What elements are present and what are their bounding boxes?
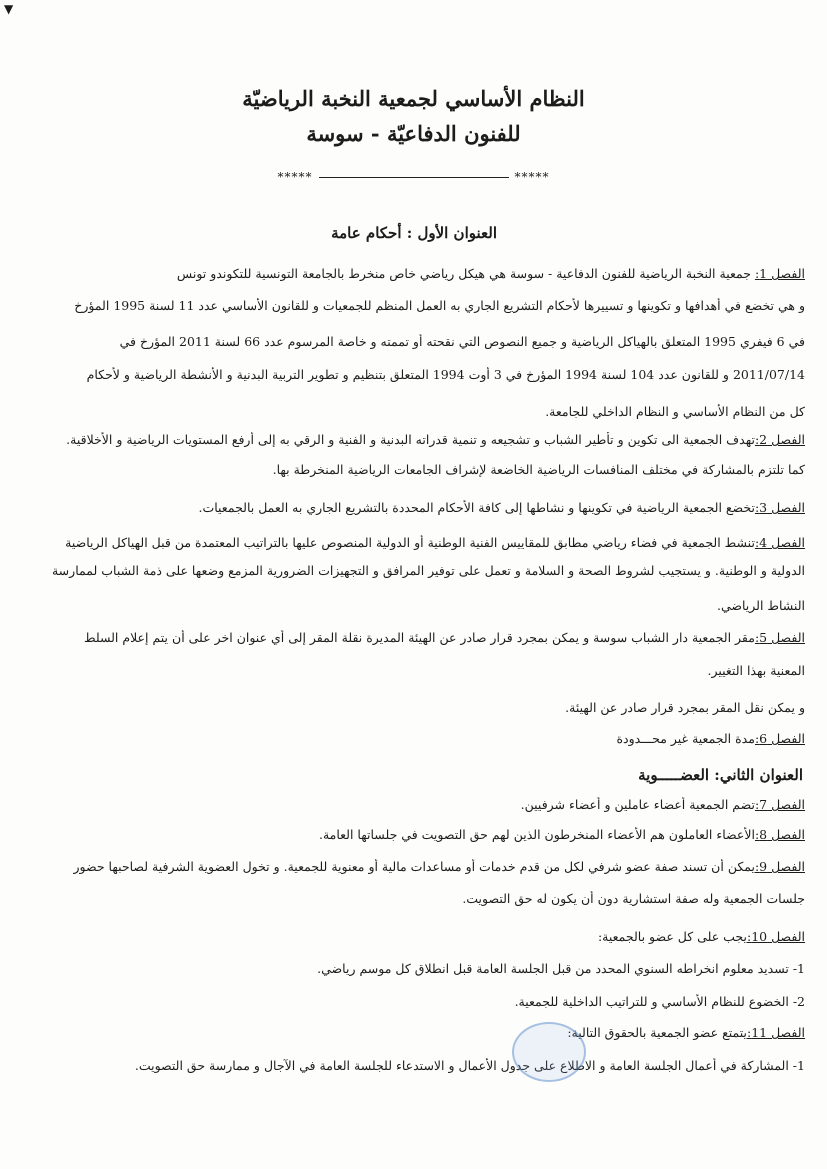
line-text: مقر الجمعية دار الشباب سوسة و يمكن بمجرد قرار صادر عن الهيئة المديرة نقلة المقر إلى أي عنوان اخر على أن يتم إعلام السلط bbox=[83, 630, 755, 645]
line-text: كل من النظام الأساسي و النظام الداخلي للجامعة. bbox=[545, 404, 805, 419]
article-label: الفصل 10: bbox=[746, 929, 805, 944]
official-stamp bbox=[512, 1022, 586, 1082]
line-text: الدولية و الوطنية. و يستجيب لشروط الصحة و السلامة و تعمل على توفير المرافق و التجهيزات الضرورية المزمع وضعها على ذمة الشباب لممارسة bbox=[51, 563, 805, 578]
article-line bbox=[22, 1025, 805, 1040]
body-line bbox=[22, 891, 805, 906]
line-text: تنشط الجمعية في فضاء رياضي مطابق للمقاييس الفنية الوطنية أو الدولية المنصوص عليها بالتراتيب المعتمدة من قبل الهياكل الرياضية bbox=[65, 535, 755, 550]
body-line bbox=[22, 334, 805, 349]
article-label: الفصل 2: bbox=[754, 432, 805, 447]
article-line bbox=[22, 630, 805, 645]
article-line bbox=[22, 432, 805, 447]
line-text: 1- تسديد معلوم انخراطه السنوي المحدد من قبل الجلسة العامة قبل انطلاق كل موسم رياضي. bbox=[317, 961, 805, 976]
body-line bbox=[22, 994, 805, 1009]
line-text: 2011/07/14 و للقانون عدد 104 لسنة 1994 المؤرخ في 3 أوت 1994 المتعلق بتنظيم و تطوير التربية البدنية و الأنشطة الرياضية و لأحكام bbox=[86, 367, 805, 382]
body-line bbox=[22, 961, 805, 976]
separator-stars-right: ***** bbox=[514, 170, 550, 184]
corner-mark: ▼ bbox=[4, 2, 14, 16]
separator-rule bbox=[319, 177, 509, 178]
article-label: الفصل 1: bbox=[754, 266, 805, 281]
article-label: الفصل 7: bbox=[754, 797, 805, 812]
article-line bbox=[22, 500, 805, 515]
body-line bbox=[22, 367, 805, 382]
article-line bbox=[22, 797, 805, 812]
line-text: جمعية النخبة الرياضية للفنون الدفاعية - سوسة هي هيكل رياضي خاص منخرط بالجامعة التونسية للتكوندو تونس bbox=[176, 266, 755, 281]
article-line bbox=[22, 827, 805, 842]
article-line bbox=[22, 859, 805, 874]
line-text: جلسات الجمعية وله صفة استشارية دون أن يكون له حق التصويت. bbox=[462, 891, 805, 906]
body-line bbox=[22, 298, 805, 313]
line-text: مدة الجمعية غير محـــدودة bbox=[616, 731, 755, 746]
body-line bbox=[22, 462, 805, 477]
document-subtitle: للفنون الدفاعيّة - سوسة bbox=[306, 121, 521, 146]
body-line bbox=[22, 404, 805, 419]
line-text: و يمكن نقل المقر بمجرد قرار صادر عن الهيئة. bbox=[565, 700, 805, 715]
article-label: الفصل 8: bbox=[754, 827, 805, 842]
article-label: الفصل 11: bbox=[746, 1025, 805, 1040]
line-text: يمكن أن تسند صفة عضو شرفي لكل من قدم خدمات أو مساعدات مالية أو معنوية للجمعية. و تخول العضوية الشرفية لصاحبها حضور bbox=[73, 859, 755, 874]
line-text: تهدف الجمعية الى تكوين و تأطير الشباب و تشجيعه و تنمية قدراته البدنية و الفنية و الرقي به إلى أرفع المستويات الرياضية و الأخلاقية. bbox=[66, 432, 755, 447]
article-label: الفصل 3: bbox=[754, 500, 805, 515]
document-title: النظام الأساسي لجمعية النخبة الرياضيّة bbox=[242, 86, 585, 111]
line-text: يتمتع عضو الجمعية بالحقوق التالية: bbox=[567, 1025, 747, 1040]
section-heading-2 bbox=[638, 766, 803, 784]
article-line bbox=[22, 535, 805, 550]
line-text: 2- الخضوع للنظام الأساسي و للتراتيب الداخلية للجمعية. bbox=[514, 994, 805, 1009]
body-line bbox=[22, 598, 805, 613]
body-line bbox=[22, 1058, 805, 1073]
article-line bbox=[22, 929, 805, 944]
section-heading-1: العنوان الأول : أحكام عامة bbox=[331, 224, 497, 242]
article-label: الفصل 6: bbox=[754, 731, 805, 746]
article-line bbox=[22, 731, 805, 746]
separator-stars-left: ***** bbox=[277, 170, 313, 184]
section-heading-2-prefix: العنوان الثاني: bbox=[709, 766, 803, 784]
body-line bbox=[22, 563, 805, 578]
line-text: في 6 فيفري 1995 المتعلق بالهياكل الرياضية و جميع النصوص التي نقحته أو تممته و خاصة المرسوم عدد 66 لسنة 2011 المؤرخ في bbox=[119, 334, 805, 349]
line-text: تضم الجمعية أعضاء عاملين و أعضاء شرفيين. bbox=[520, 797, 755, 812]
body-line bbox=[22, 700, 805, 715]
line-text: 1- المشاركة في أعمال الجلسة العامة و الاطلاع على جدول الأعمال و الاستدعاء للجلسة العامة في الآجال و ممارسة حق التصويت. bbox=[134, 1058, 805, 1073]
article-label: الفصل 9: bbox=[754, 859, 805, 874]
body-line bbox=[22, 663, 805, 678]
line-text: المعنية بهذا التغيير. bbox=[707, 663, 805, 678]
article-line bbox=[22, 266, 805, 281]
line-text: كما تلتزم بالمشاركة في مختلف المنافسات الرياضية الخاضعة لإشراف الجامعات الرياضية المنخرطة بها. bbox=[272, 462, 805, 477]
line-text: يجب على كل عضو بالجمعية: bbox=[597, 929, 747, 944]
section-heading-2-title: العضـــــوية bbox=[638, 766, 710, 784]
line-text: الأعضاء العاملون هم الأعضاء المنخرطون الذين لهم حق التصويت في جلساتها العامة. bbox=[318, 827, 755, 842]
title-separator bbox=[0, 170, 827, 184]
line-text: و هي تخضع في أهدافها و تكوينها و تسييرها لأحكام التشريع الجاري به العمل المنظم للجمعيات و للقانون الأساسي عدد 11 لسنة 1995 المؤرخ bbox=[74, 298, 805, 313]
article-label: الفصل 4: bbox=[754, 535, 805, 550]
article-label: الفصل 5: bbox=[754, 630, 805, 645]
line-text: النشاط الرياضي. bbox=[716, 598, 805, 613]
line-text: تخضع الجمعية الرياضية في تكوينها و نشاطها إلى كافة الأحكام المحددة بالتشريع الجاري به العمل بالجمعيات. bbox=[198, 500, 755, 515]
